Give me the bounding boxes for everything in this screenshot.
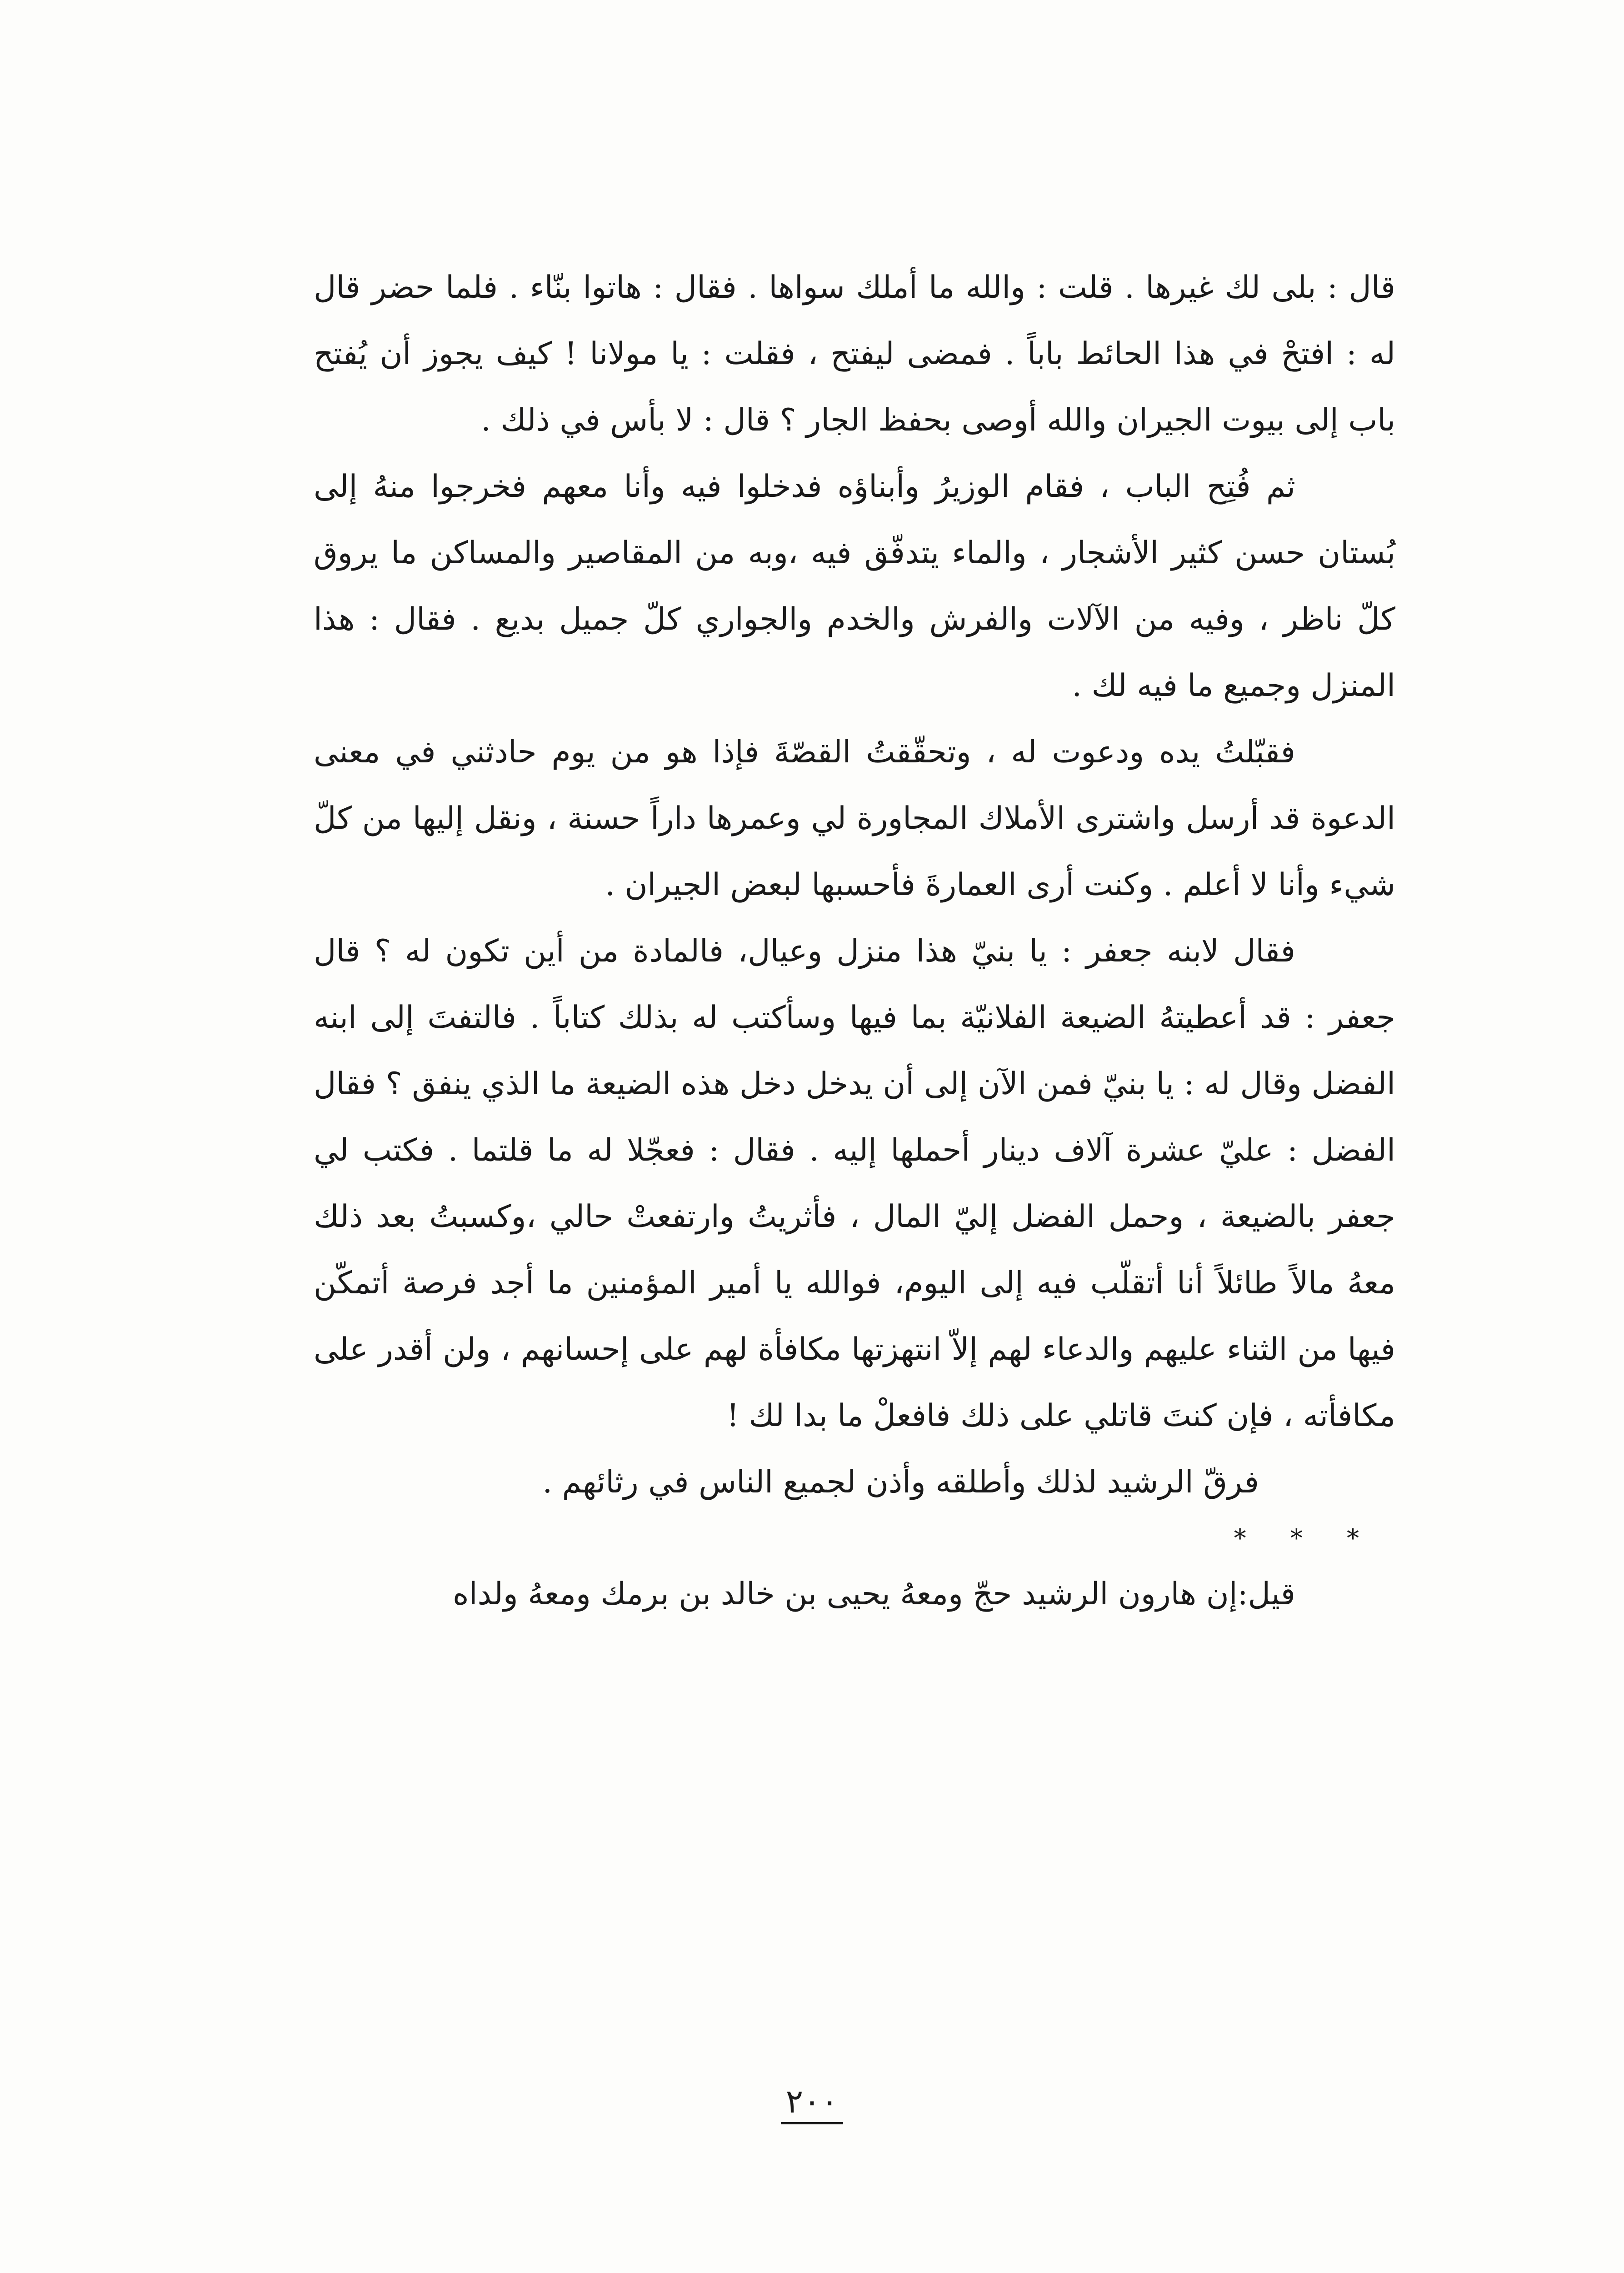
section-separator: * * * [1234,1524,1377,1552]
paragraph-3: فقبّلتُ يده ودعوت له ، وتحقّقتُ القصّةَ فإذا هو من يوم حادثني في معنى الدعوة قد أرسل واشترى الأملاك المجاورة لي وعمرها داراً حسنة ، ونقل إليها من كلّ شيء وأنا لا أعلم . وكنت أرى العمارةَ فأحسبها لبعض الجيران . [314,734,1395,903]
page-number-label: ٢٠٠ [781,2082,843,2124]
paragraph-2: ثم فُتِح الباب ، فقام الوزيرُ وأبناؤه فدخلوا فيه وأنا معهم فخرجوا منهُ إلى بُستان حسن كثير الأشجار ، والماء يتدفّق فيه ،وبه من المقاصير والمساكن ما يروق كلّ ناظر ، وفيه من الآلات والفرش والخدم والجواري كلّ جميل بديع . فقال : هذا المنزل وجميع ما فيه لك . [314,469,1395,704]
paragraph-6: قيل:إن هارون الرشيد حجّ ومعهُ يحيى بن خالد بن برمك ومعهُ ولداه [452,1576,1295,1612]
body-text [314,255,1395,1627]
page-number [0,2082,1624,2120]
paragraph-4: فقال لابنه جعفر : يا بنيّ هذا منزل وعيال، فالمادة من أين تكون له ؟ قال جعفر : قد أعطيتهُ الضيعة الفلانيّة بما فيها وسأكتب له بذلك كتاباً . فالتفتَ إلى ابنه الفضل وقال له : يا بنيّ فمن الآن إلى أن يدخل دخل هذه الضيعة ما الذي ينفق ؟ فقال الفضل : عليّ عشرة آلاف دينار أحملها إليه . فقال : فعجّلا له ما قلتما . فكتب لي جعفر بالضيعة ، وحمل الفضل إليّ المال ، فأثريتُ وارتفعتْ حالي ،وكسبتُ بعد ذلك معهُ مالاً طائلاً أنا أتقلّب فيه إلى اليوم، فوالله يا أمير المؤمنين ما أجد فرصة أتمكّن فيها من الثناء عليهم والدعاء لهم إلاّ انتهزتها مكافأة لهم على إحسانهم ، ولن أقدر على مكافأته ، فإن كنتَ قاتلي على ذلك فافعلْ ما بدا لك ! [314,933,1395,1434]
paragraph-1: قال : بلى لك غيرها . قلت : والله ما أملك سواها . فقال : هاتوا بنّاء . فلما حضر قال له : افتحْ في هذا الحائط باباً . فمضى ليفتح ، فقلت : يا مولانا ! كيف يجوز أن يُفتح باب إلى بيوت الجيران والله أوصى بحفظ الجار ؟ قال : لا بأس في ذلك . [314,270,1395,438]
paragraph-5: فرقّ الرشيد لذلك وأطلقه وأذن لجميع الناس في رثائهم . [542,1464,1259,1500]
